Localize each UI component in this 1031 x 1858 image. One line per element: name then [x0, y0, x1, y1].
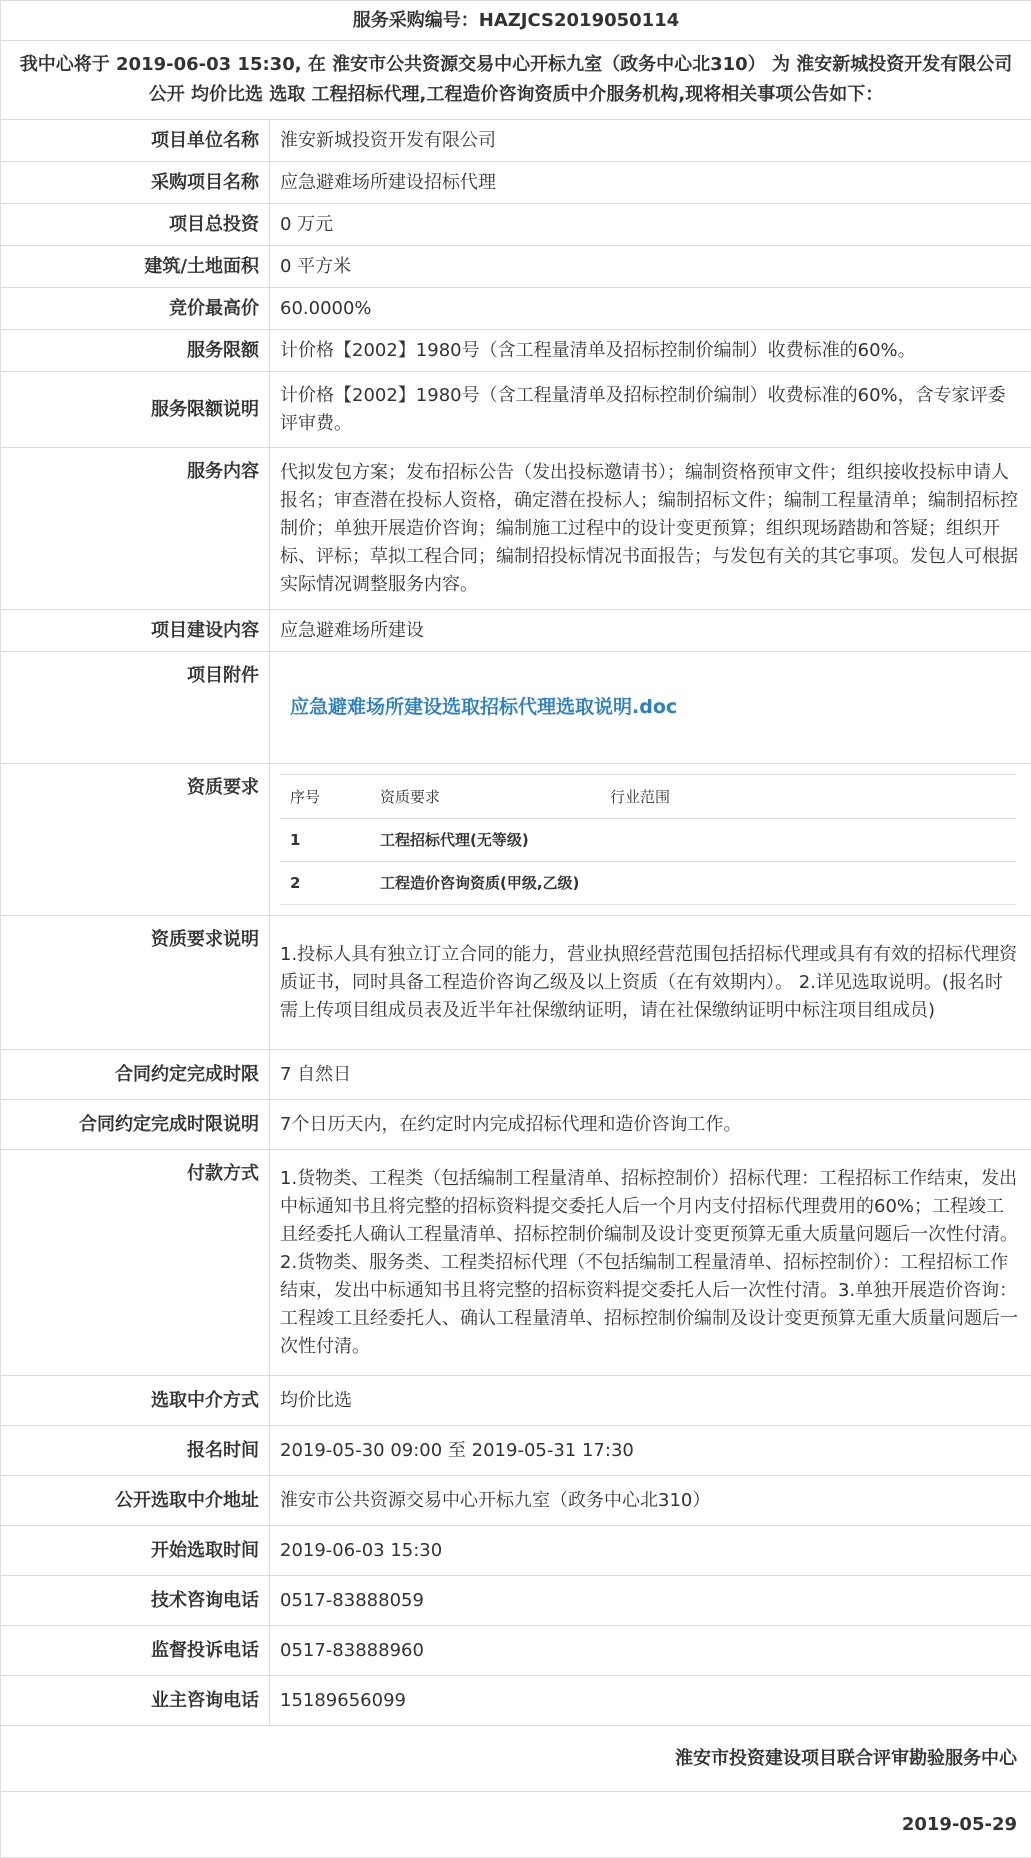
row-value: 2019-05-30 09:00 至 2019-05-31 17:30 — [270, 1426, 1031, 1476]
row-value: 计价格【2002】1980号（含工程量清单及招标控制价编制）收费标准的60%。 — [270, 330, 1031, 372]
row-label: 合同约定完成时限说明 — [1, 1100, 270, 1150]
row-label: 开始选取时间 — [1, 1526, 270, 1576]
row-value: 2019-06-03 15:30 — [270, 1526, 1031, 1576]
row-value: 计价格【2002】1980号（含工程量清单及招标控制价编制）收费标准的60%，含专家评委评审费。 — [270, 372, 1031, 448]
row-value: 应急避难场所建设 — [270, 610, 1031, 652]
row-value: 应急避难场所建设招标代理 — [270, 162, 1031, 204]
row-value: 0517-83888059 — [270, 1576, 1031, 1626]
row-value: 淮安新城投资开发有限公司 — [270, 120, 1031, 162]
row-value: 1.投标人具有独立订立合同的能力，营业执照经营范围包括招标代理或具有有效的招标代理资质证书，同时具备工程造价咨询乙级及以上资质（在有效期内）。 2.详见选取说明。(报名时需上传项目组成员表及近半年社保缴纳证明，请在社保缴纳证明中标注项目组成员) — [270, 916, 1031, 1050]
row-value: 均价比选 — [270, 1376, 1031, 1426]
row-label: 合同约定完成时限 — [1, 1050, 270, 1100]
row-value: 0 平方米 — [270, 246, 1031, 288]
qualification-label: 资质要求 — [1, 764, 270, 916]
row-label: 选取中介方式 — [1, 1376, 270, 1426]
row-label: 资质要求说明 — [1, 916, 270, 1050]
qual-no: 2 — [280, 862, 370, 905]
row-label: 服务限额 — [1, 330, 270, 372]
attachment-link[interactable]: 应急避难场所建设选取招标代理选取说明.doc — [280, 693, 677, 721]
code-label: 服务采购编号： — [353, 10, 479, 31]
qual-scope — [600, 819, 1016, 862]
attachment-cell — [270, 652, 1031, 764]
table-row — [280, 862, 1016, 905]
row-label: 服务限额说明 — [1, 372, 270, 448]
qualification-table — [280, 774, 1016, 905]
row-value: 7 自然日 — [270, 1050, 1031, 1100]
row-label: 技术咨询电话 — [1, 1576, 270, 1626]
row-value: 7个日历天内，在约定时内完成招标代理和造价咨询工作。 — [270, 1100, 1031, 1150]
row-value: 代拟发包方案；发布招标公告（发出投标邀请书）；编制资格预审文件；组织接收投标申请人报名；审查潜在投标人资格，确定潜在投标人；编制招标文件；编制工程量清单；编制招标控制价；单独开展造价咨询；编制施工过程中的设计变更预算；组织现场踏勘和答疑；组织开标、评标；草拟工程合同；编制招投标情况书面报告；与发包有关的其它事项。发包人可根据实际情况调整服务内容。 — [270, 448, 1031, 610]
procurement-code — [1, 1, 1031, 41]
row-label: 业主咨询电话 — [1, 1676, 270, 1726]
qualification-cell — [270, 764, 1031, 916]
qualification-header — [280, 775, 1016, 819]
row-value: 1.货物类、工程类（包括编制工程量清单、招标控制价）招标代理：工程招标工作结束，发出中标通知书且将完整的招标资料提交委托人后一个月内支付招标代理费用的60%；工程竣工且经委托人确认工程量清单、招标控制价编制及设计变更预算无重大质量问题后一次性付清。2.货物类、服务类、工程类招标代理（不包括编制工程量清单、招标控制价）：工程招标工作结束，发出中标通知书且将完整的招标资料提交委托人后一次性付清。3.单独开展造价咨询：工程竣工且经委托人、确认工程量清单、招标控制价编制及设计变更预算无重大质量问题后一次性付清。 — [270, 1150, 1031, 1376]
row-value: 15189656099 — [270, 1676, 1031, 1726]
row-label: 服务内容 — [1, 448, 270, 610]
attachment-label: 项目附件 — [1, 652, 270, 764]
row-label: 项目总投资 — [1, 204, 270, 246]
row-value: 淮安市公共资源交易中心开标九室（政务中心北310） — [270, 1476, 1031, 1526]
row-value: 0517-83888960 — [270, 1626, 1031, 1676]
row-label: 项目建设内容 — [1, 610, 270, 652]
col-header: 资质要求 — [370, 775, 600, 819]
table-row — [280, 819, 1016, 862]
qual-no: 1 — [280, 819, 370, 862]
row-label: 付款方式 — [1, 1150, 270, 1376]
qual-scope — [600, 862, 1016, 905]
row-label: 监督投诉电话 — [1, 1626, 270, 1676]
row-label: 项目单位名称 — [1, 120, 270, 162]
notice-intro: 我中心将于 2019-06-03 15:30, 在 淮安市公共资源交易中心开标九室（政务中心北310） 为 淮安新城投资开发有限公司 公开 均价比选 选取 工程招标代理,工程造价咨询资质中介服务机构,现将相关事项公告如下： — [1, 41, 1031, 120]
code-value: HAZJCS2019050114 — [479, 10, 680, 31]
row-value: 0 万元 — [270, 204, 1031, 246]
row-label: 竞价最高价 — [1, 288, 270, 330]
row-label: 采购项目名称 — [1, 162, 270, 204]
issue-date: 2019-05-29 — [1, 1792, 1031, 1858]
row-value: 60.0000% — [270, 288, 1031, 330]
qual-name: 工程招标代理(无等级) — [370, 819, 600, 862]
qual-name: 工程造价咨询资质(甲级,乙级) — [370, 862, 600, 905]
col-header: 序号 — [280, 775, 370, 819]
col-header: 行业范围 — [600, 775, 1016, 819]
row-label: 公开选取中介地址 — [1, 1476, 270, 1526]
row-label: 报名时间 — [1, 1426, 270, 1476]
row-label: 建筑/土地面积 — [1, 246, 270, 288]
issuer-org: 淮安市投资建设项目联合评审勘验服务中心 — [1, 1726, 1031, 1792]
